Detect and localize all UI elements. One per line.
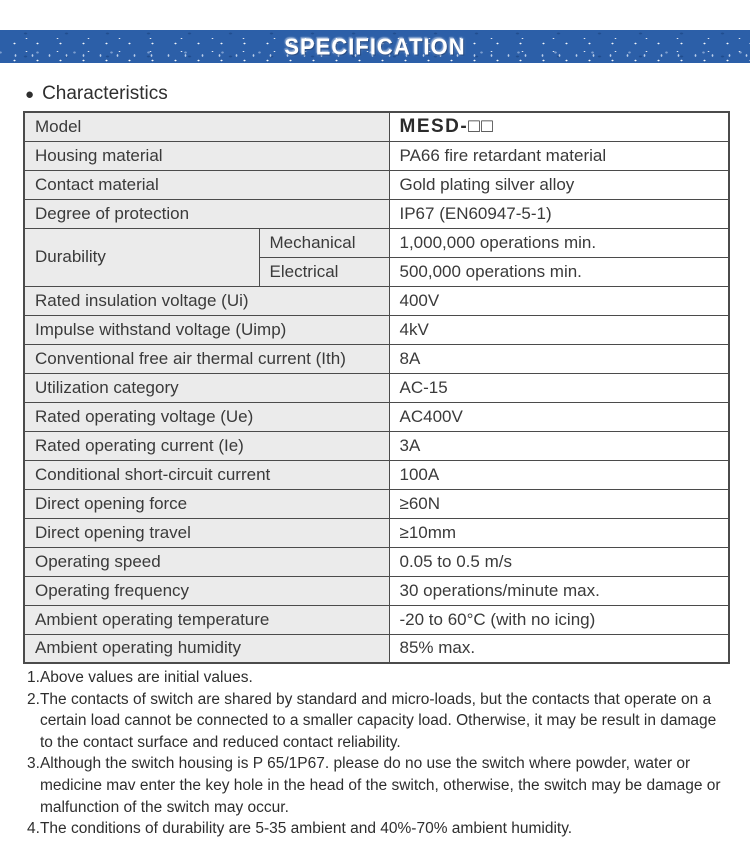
row-value-direct-opening-force: ≥60N <box>389 489 729 518</box>
section-title: Characteristics <box>42 83 168 104</box>
footnote-number: 3. <box>27 755 40 773</box>
table-row <box>24 141 729 170</box>
footnote-number: 2. <box>27 690 40 708</box>
row-value-thermal-current: 8A <box>389 344 729 373</box>
row-value-operating-speed: 0.05 to 0.5 m/s <box>389 547 729 576</box>
row-label-degree-of-protection: Degree of protection <box>24 199 389 228</box>
bullet-icon: ● <box>25 85 35 103</box>
row-label-direct-opening-force: Direct opening force <box>24 489 389 518</box>
row-value-rated-insulation-voltage: 400V <box>389 286 729 315</box>
row-label-operating-frequency: Operating frequency <box>24 576 389 605</box>
table-row <box>24 518 729 547</box>
banner-title: SPECIFICATION <box>284 32 466 59</box>
row-label-direct-opening-travel: Direct opening travel <box>24 518 389 547</box>
row-value-rated-operating-voltage: AC400V <box>389 402 729 431</box>
table-row <box>24 431 729 460</box>
footnote-3 <box>27 753 733 818</box>
footnote-1 <box>27 667 733 689</box>
row-label-utilization-category: Utilization category <box>24 373 389 402</box>
row-value-operating-frequency: 30 operations/minute max. <box>389 576 729 605</box>
table-row <box>24 344 729 373</box>
specification-banner <box>0 30 750 63</box>
row-label-contact-material: Contact material <box>24 170 389 199</box>
table-row-durability-mechanical <box>24 228 729 257</box>
row-value-impulse-withstand-voltage: 4kV <box>389 315 729 344</box>
row-label-operating-speed: Operating speed <box>24 547 389 576</box>
row-label-thermal-current: Conventional free air thermal current (Ith) <box>24 344 389 373</box>
footnote-text: The contacts of switch are shared by standard and micro-loads, but the contacts that operate on a certain load cannot be connected to a smaller capacity load. Otherwise, it may be result in damage to the contact surface and reduced contact reliability. <box>39 690 717 751</box>
table-row <box>24 576 729 605</box>
row-value-durability-electrical: 500,000 operations min. <box>389 257 729 286</box>
row-label-housing-material: Housing material <box>24 141 389 170</box>
footnote-4 <box>27 818 733 840</box>
row-value-rated-operating-current: 3A <box>389 431 729 460</box>
row-value-utilization-category: AC-15 <box>389 373 729 402</box>
row-value-conditional-short-circuit-current: 100A <box>389 460 729 489</box>
row-value-ambient-operating-humidity: 85% max. <box>389 634 729 663</box>
row-label-rated-insulation-voltage: Rated insulation voltage (Ui) <box>24 286 389 315</box>
row-label-durability: Durability <box>24 228 259 286</box>
table-row <box>24 112 729 141</box>
row-value-direct-opening-travel: ≥10mm <box>389 518 729 547</box>
row-sublabel-mechanical: Mechanical <box>259 228 389 257</box>
characteristics-table <box>23 111 730 664</box>
footnote-number: 1. <box>27 669 40 686</box>
footnote-text: Above values are initial values. <box>39 669 253 686</box>
table-row <box>24 460 729 489</box>
table-row <box>24 547 729 576</box>
row-label-rated-operating-current: Rated operating current (Ie) <box>24 431 389 460</box>
table-row <box>24 489 729 518</box>
row-sublabel-electrical: Electrical <box>259 257 389 286</box>
row-value-ambient-operating-temperature: -20 to 60°C (with no icing) <box>389 605 729 634</box>
row-label-impulse-withstand-voltage: Impulse withstand voltage (Uimp) <box>24 315 389 344</box>
table-row <box>24 170 729 199</box>
footnotes <box>27 667 733 840</box>
table-row <box>24 199 729 228</box>
row-label-model: Model <box>24 112 389 141</box>
table-row <box>24 605 729 634</box>
table-row <box>24 286 729 315</box>
row-value-durability-mechanical: 1,000,000 operations min. <box>389 228 729 257</box>
section-heading <box>25 83 168 105</box>
row-label-ambient-operating-temperature: Ambient operating temperature <box>24 605 389 634</box>
row-value-model: MESD-□□ <box>389 112 729 141</box>
row-value-housing-material: PA66 fire retardant material <box>389 141 729 170</box>
table-row <box>24 315 729 344</box>
footnote-number: 4. <box>27 820 40 838</box>
row-label-conditional-short-circuit-current: Conditional short-circuit current <box>24 460 389 489</box>
footnote-2 <box>27 689 733 754</box>
row-label-ambient-operating-humidity: Ambient operating humidity <box>24 634 389 663</box>
table-row <box>24 634 729 663</box>
footnote-text: The conditions of durability are 5-35 ambient and 40%-70% ambient humidity. <box>39 820 573 838</box>
row-value-contact-material: Gold plating silver alloy <box>389 170 729 199</box>
table-row <box>24 373 729 402</box>
row-value-degree-of-protection: IP67 (EN60947-5-1) <box>389 199 729 228</box>
row-label-rated-operating-voltage: Rated operating voltage (Ue) <box>24 402 389 431</box>
footnote-text: Although the switch housing is P 65/1P67. please do no use the switch where powder, water or medicine mav enter the key hole in the head of the switch, otherwise, the switch may be damage or malfunction of the switch may occur. <box>39 755 721 816</box>
table-row <box>24 402 729 431</box>
